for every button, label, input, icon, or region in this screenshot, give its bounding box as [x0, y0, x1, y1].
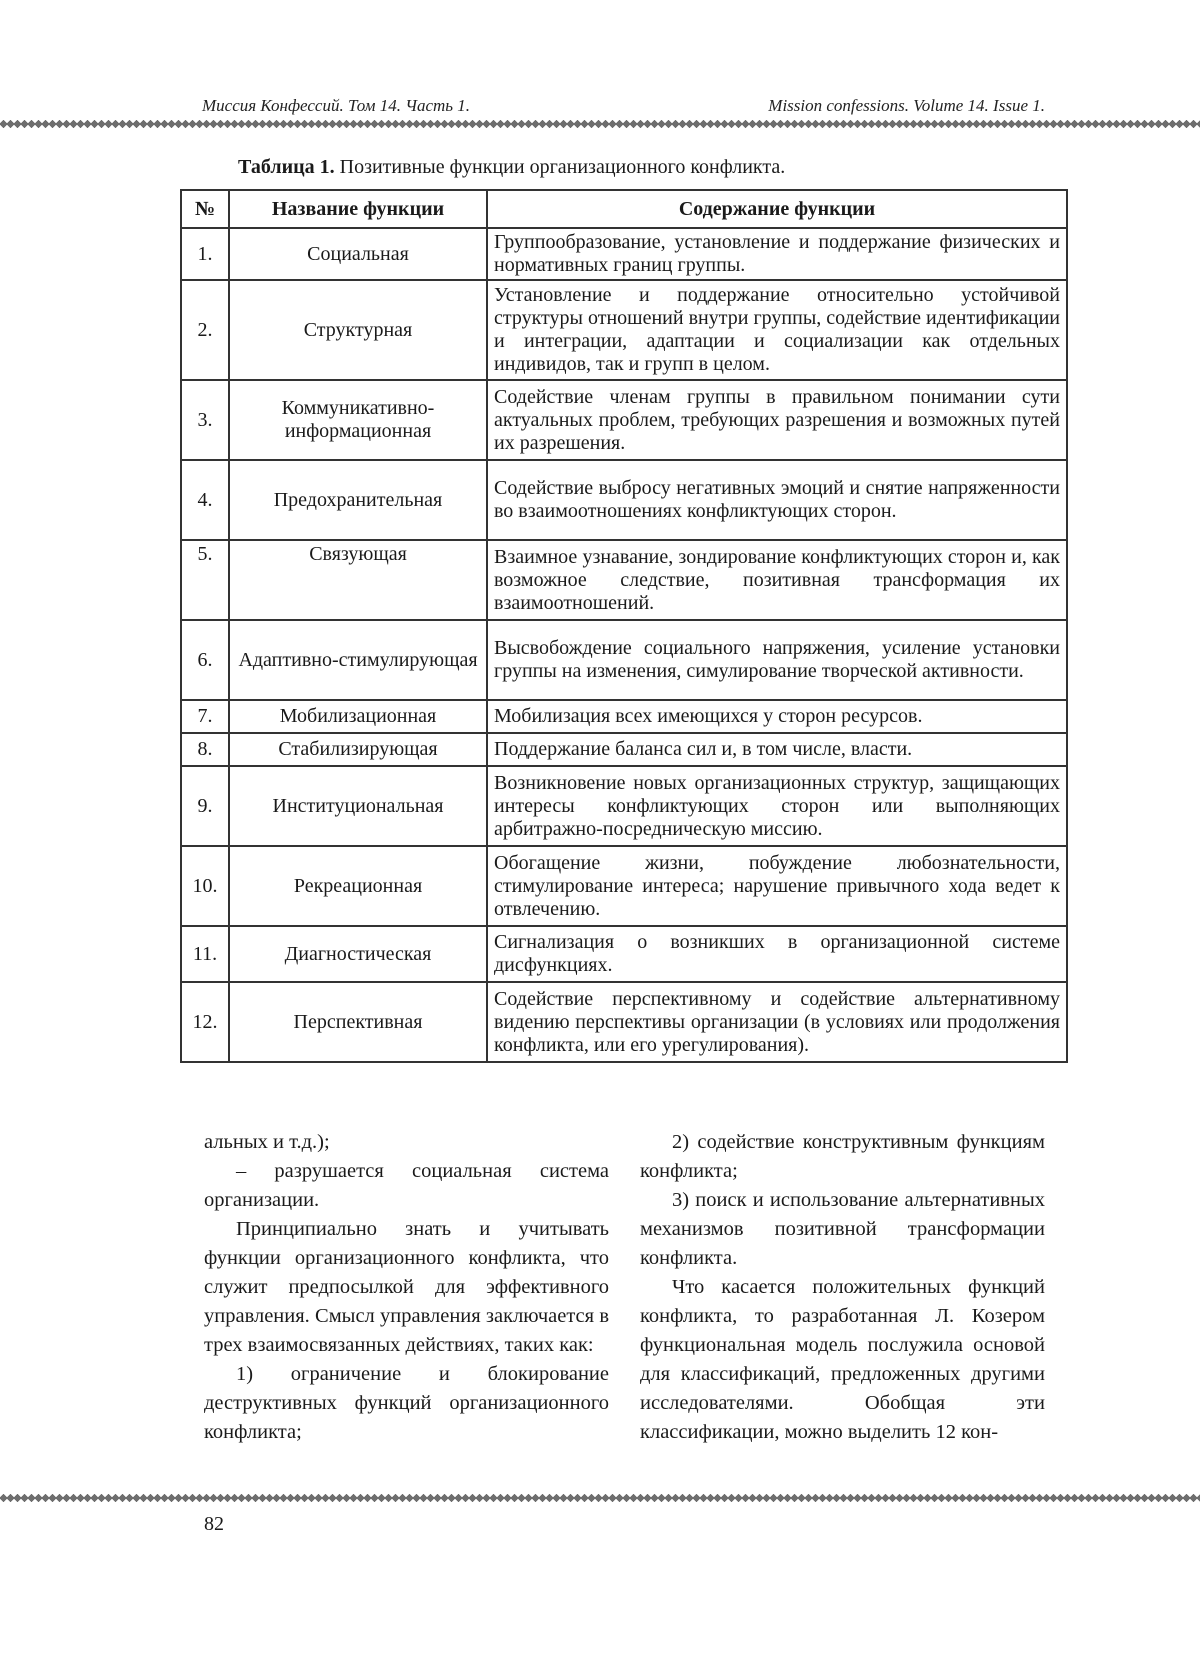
row-content: Обогащение жизни, побуждение любознательности, стимулирование интереса; нарушение привычного хода ведет к отвлечению.: [487, 846, 1067, 926]
row-content: Группообразование, установление и поддержание физических и нормативных границ группы.: [487, 228, 1067, 280]
table-row: [181, 700, 1067, 733]
row-num: 6.: [181, 620, 229, 700]
row-num: 12.: [181, 982, 229, 1062]
row-num: 5.: [181, 540, 229, 620]
header-num: №: [181, 190, 229, 228]
header-left: Миссия Конфессий. Том 14. Часть 1.: [202, 96, 471, 115]
table-row: [181, 766, 1067, 846]
body-column-left: [204, 1128, 609, 1447]
paragraph: 3) поиск и использование альтернативных механизмов позитивной трансформации конфликта.: [640, 1189, 1045, 1269]
table-row: [181, 846, 1067, 926]
functions-table: [180, 189, 1068, 1063]
row-num: 2.: [181, 280, 229, 380]
bottom-ornament-rule: [0, 1493, 1200, 1503]
paragraph: Принципиально знать и учитывать функции организационного конфликта, что служит предпосылкой для эффективного управления. Смысл управления заключается в трех взаимосвязанных действиях, таких как:: [204, 1218, 609, 1356]
row-name: Перспективная: [229, 982, 487, 1062]
row-name: Рекреационная: [229, 846, 487, 926]
row-name: Мобилизационная: [229, 700, 487, 733]
table-row: [181, 733, 1067, 766]
paragraph: 2) содействие конструктивным функциям конфликта;: [640, 1131, 1045, 1182]
table-row: [181, 982, 1067, 1062]
row-num: 4.: [181, 460, 229, 540]
row-num: 10.: [181, 846, 229, 926]
row-num: 11.: [181, 926, 229, 982]
header-name: Название функции: [229, 190, 487, 228]
row-num: 9.: [181, 766, 229, 846]
table-row: [181, 380, 1067, 460]
paragraph: 1) ограничение и блокирование деструктивных функций организационного конфликта;: [204, 1363, 609, 1443]
row-num: 1.: [181, 228, 229, 280]
row-name: Институциональная: [229, 766, 487, 846]
row-num: 8.: [181, 733, 229, 766]
row-content: Содействие перспективному и содействие альтернативному видению перспективы организации (в условиях или продолжения конфликта, или его урегулирования).: [487, 982, 1067, 1062]
header-content: Содержание функции: [487, 190, 1067, 228]
row-content: Высвобождение социального напряжения, усиление установки группы на изменения, симулирование творческой активности.: [487, 620, 1067, 700]
top-ornament-rule: [0, 119, 1200, 129]
table-caption-label: Таблица 1.: [238, 156, 335, 178]
row-content: Мобилизация всех имеющихся у сторон ресурсов.: [487, 700, 1067, 733]
row-content: Содействие выбросу негативных эмоций и снятие напряженности во взаимоотношениях конфликтующих сторон.: [487, 460, 1067, 540]
row-num: 3.: [181, 380, 229, 460]
row-name: Диагностическая: [229, 926, 487, 982]
body-column-right: [640, 1128, 1045, 1447]
row-name: Связующая: [229, 540, 487, 620]
table-header-row: [181, 190, 1067, 228]
row-content: Сигнализация о возникших в организационной системе дисфункциях.: [487, 926, 1067, 982]
table-row: [181, 280, 1067, 380]
row-content: Взаимное узнавание, зондирование конфликтующих сторон и, как возможное следствие, позитивная трансформация их взаимоотношений.: [487, 540, 1067, 620]
row-name: Социальная: [229, 228, 487, 280]
row-content: Содействие членам группы в правильном понимании сути актуальных проблем, требующих разрешения и возможных путей их разрешения.: [487, 380, 1067, 460]
table-row: [181, 460, 1067, 540]
row-name: Коммуникативно-информационная: [229, 380, 487, 460]
paragraph: – разрушается социальная система организации.: [204, 1160, 609, 1211]
paragraph: альных и т.д.);: [204, 1131, 330, 1153]
table-row: [181, 228, 1067, 280]
row-name: Предохранительная: [229, 460, 487, 540]
row-name: Адаптивно-стимулирующая: [229, 620, 487, 700]
table-caption: [238, 156, 785, 179]
table-row: [181, 540, 1067, 620]
row-name: Стабилизирующая: [229, 733, 487, 766]
table-row: [181, 926, 1067, 982]
row-content: Возникновение новых организационных структур, защищающих интересы конфликтующих сторон или выполняющих арбитражно-посредническую миссию.: [487, 766, 1067, 846]
header-right: Mission confessions. Volume 14. Issue 1.: [768, 96, 1045, 115]
row-name: Структурная: [229, 280, 487, 380]
paragraph: Что касается положительных функций конфликта, то разработанная Л. Козером функциональная модель послужила основой для классификаций, предложенных другими исследователями. Обобщая эти классификации, можно выделить 12 кон-: [640, 1276, 1045, 1443]
table-caption-text: Позитивные функции организационного конфликта.: [334, 156, 786, 178]
row-content: Установление и поддержание относительно устойчивой структуры отношений внутри группы, содействие идентификации и интеграции, адаптации и социализации как отдельных индивидов, так и групп в целом.: [487, 280, 1067, 380]
running-header: [202, 96, 1045, 116]
page-number: 82: [204, 1513, 224, 1535]
row-num: 7.: [181, 700, 229, 733]
row-content: Поддержание баланса сил и, в том числе, власти.: [487, 733, 1067, 766]
table-row: [181, 620, 1067, 700]
